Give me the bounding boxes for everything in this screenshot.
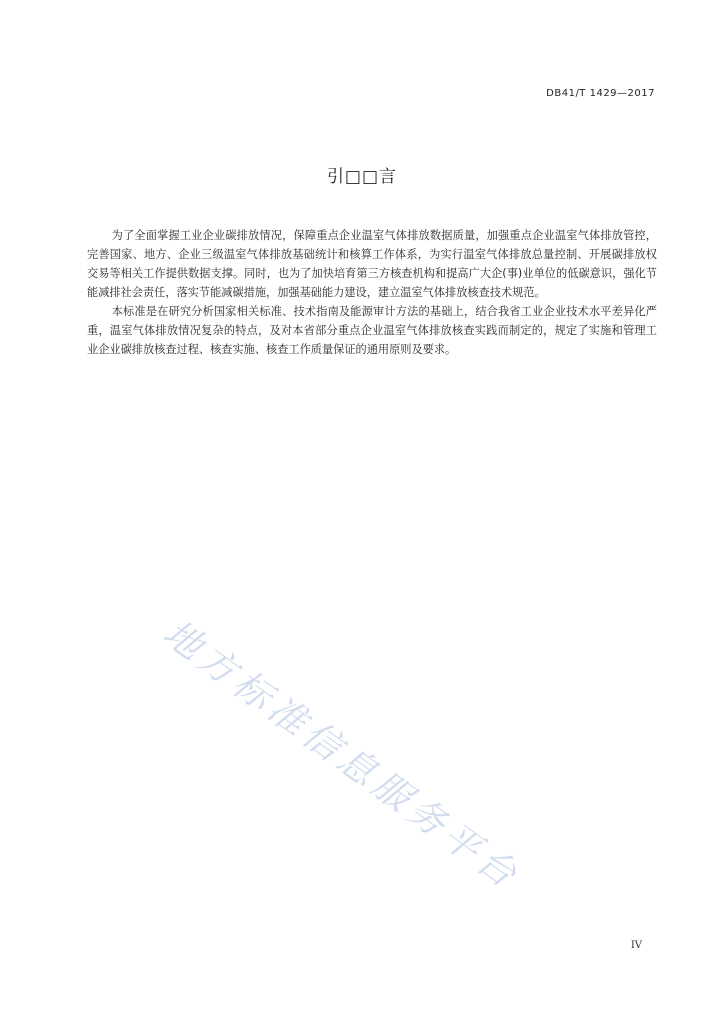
page-title: 引□□言 xyxy=(326,167,398,187)
paragraph-1: 为了全面掌握工业企业碳排放情况，保障重点企业温室气体排放数据质量，加强重点企业温室气体排放管控，完善国家、地方、企业三级温室气体排放基础统计和核算工作体系，为实行温室气体排放总量控制、开展碳排放权交易等相关工作提供数据支撑。同时，也为了加快培育第三方核查机构和提高广大企(事)业单位的低碳意识，强化节能减排社会责任，落实节能减碳措施，加强基础能力建设，建立温室气体排放核查技术规范。 xyxy=(87,229,657,299)
paragraph-2: 本标准是在研究分析国家相关标准、技术指南及能源审计方法的基础上，结合我省工业企业技术水平差异化严重，温室气体排放情况复杂的特点，及对本省部分重点企业温室气体排放核查实践而制定的，规定了实施和管理工业企业碳排放核查过程、核查实施、核查工作质量保证的通用原则及要求。 xyxy=(87,305,657,356)
watermark: 地方标准信息服务平台 xyxy=(155,611,529,899)
page-number: IV xyxy=(630,940,642,951)
body-text xyxy=(87,226,657,359)
document-code: DB41/T 1429—2017 xyxy=(546,88,655,99)
